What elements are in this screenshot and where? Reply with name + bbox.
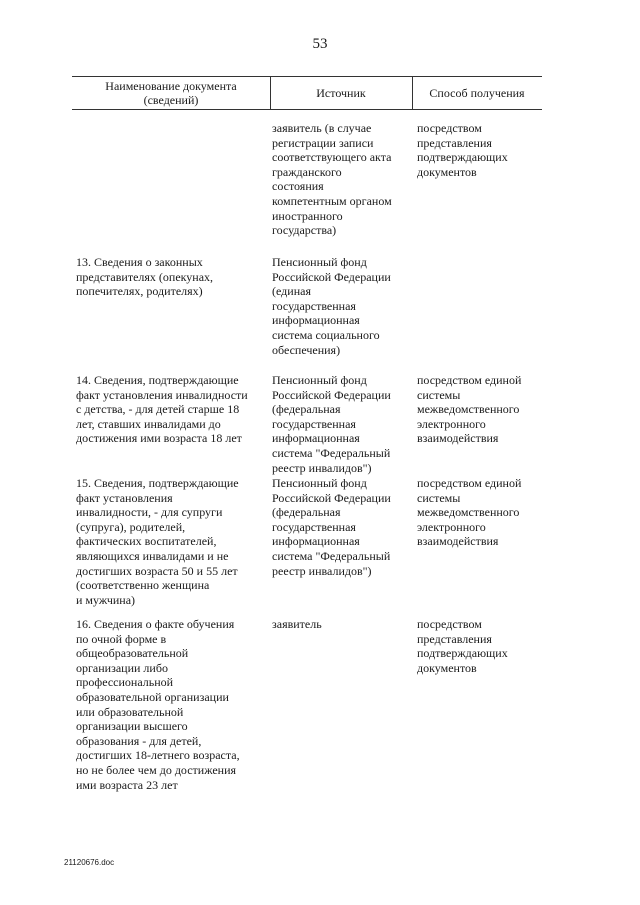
row-16-method: посредством представления подтверждающих документов xyxy=(417,617,508,675)
header-method: Способ получения xyxy=(429,86,525,100)
page-number: 53 xyxy=(312,36,328,52)
file-name-footer: 21120676.doc xyxy=(64,858,115,867)
header-document-name: Наименование документа (сведений) xyxy=(105,79,237,107)
row-16-source: заявитель xyxy=(272,617,322,631)
row-15-source: Пенсионный фонд Российской Федерации (федеральная государственная информационная система "Федеральный реестр инвалидов") xyxy=(272,476,391,578)
row-14-method: посредством единой системы межведомственного электронного взаимодействия xyxy=(417,373,522,446)
row-15-method: посредством единой системы межведомственного электронного взаимодействия xyxy=(417,476,522,549)
row-14-source: Пенсионный фонд Российской Федерации (федеральная государственная информационная система "Федеральный реестр инвалидов") xyxy=(272,373,391,475)
table-header xyxy=(72,76,542,110)
row-15-name: 15. Сведения, подтверждающие факт установления инвалидности, - для супруги (супруга), родителей, фактических воспитателей, являющихся инвалидами и не достигших возраста 50 и 55 лет (соответственно женщина и мужчина) xyxy=(76,476,239,607)
row-13-name: 13. Сведения о законных представителях (опекунах, попечителях, родителях) xyxy=(76,255,214,299)
row-13-source: Пенсионный фонд Российской Федерации (единая государственная информационная система социального обеспечения) xyxy=(272,255,391,357)
header-source: Источник xyxy=(316,86,366,100)
row-16-name: 16. Сведения о факте обучения по очной форме в общеобразовательной организации либо профессиональной образовательной организации или образовательной организации высшего образования - для детей, достигших 18-летнего возраста, но не более чем до достижения ими возраста 23 лет xyxy=(76,617,240,792)
row-0-method: посредством представления подтверждающих документов xyxy=(417,121,508,179)
row-0-source: заявитель (в случае регистрации записи соответствующего акта гражданского состояния компетентным органом иностранного государства) xyxy=(272,121,392,238)
row-14-name: 14. Сведения, подтверждающие факт установления инвалидности с детства, - для детей старше 18 лет, ставших инвалидами до достижения ими возраста 18 лет xyxy=(76,373,248,446)
